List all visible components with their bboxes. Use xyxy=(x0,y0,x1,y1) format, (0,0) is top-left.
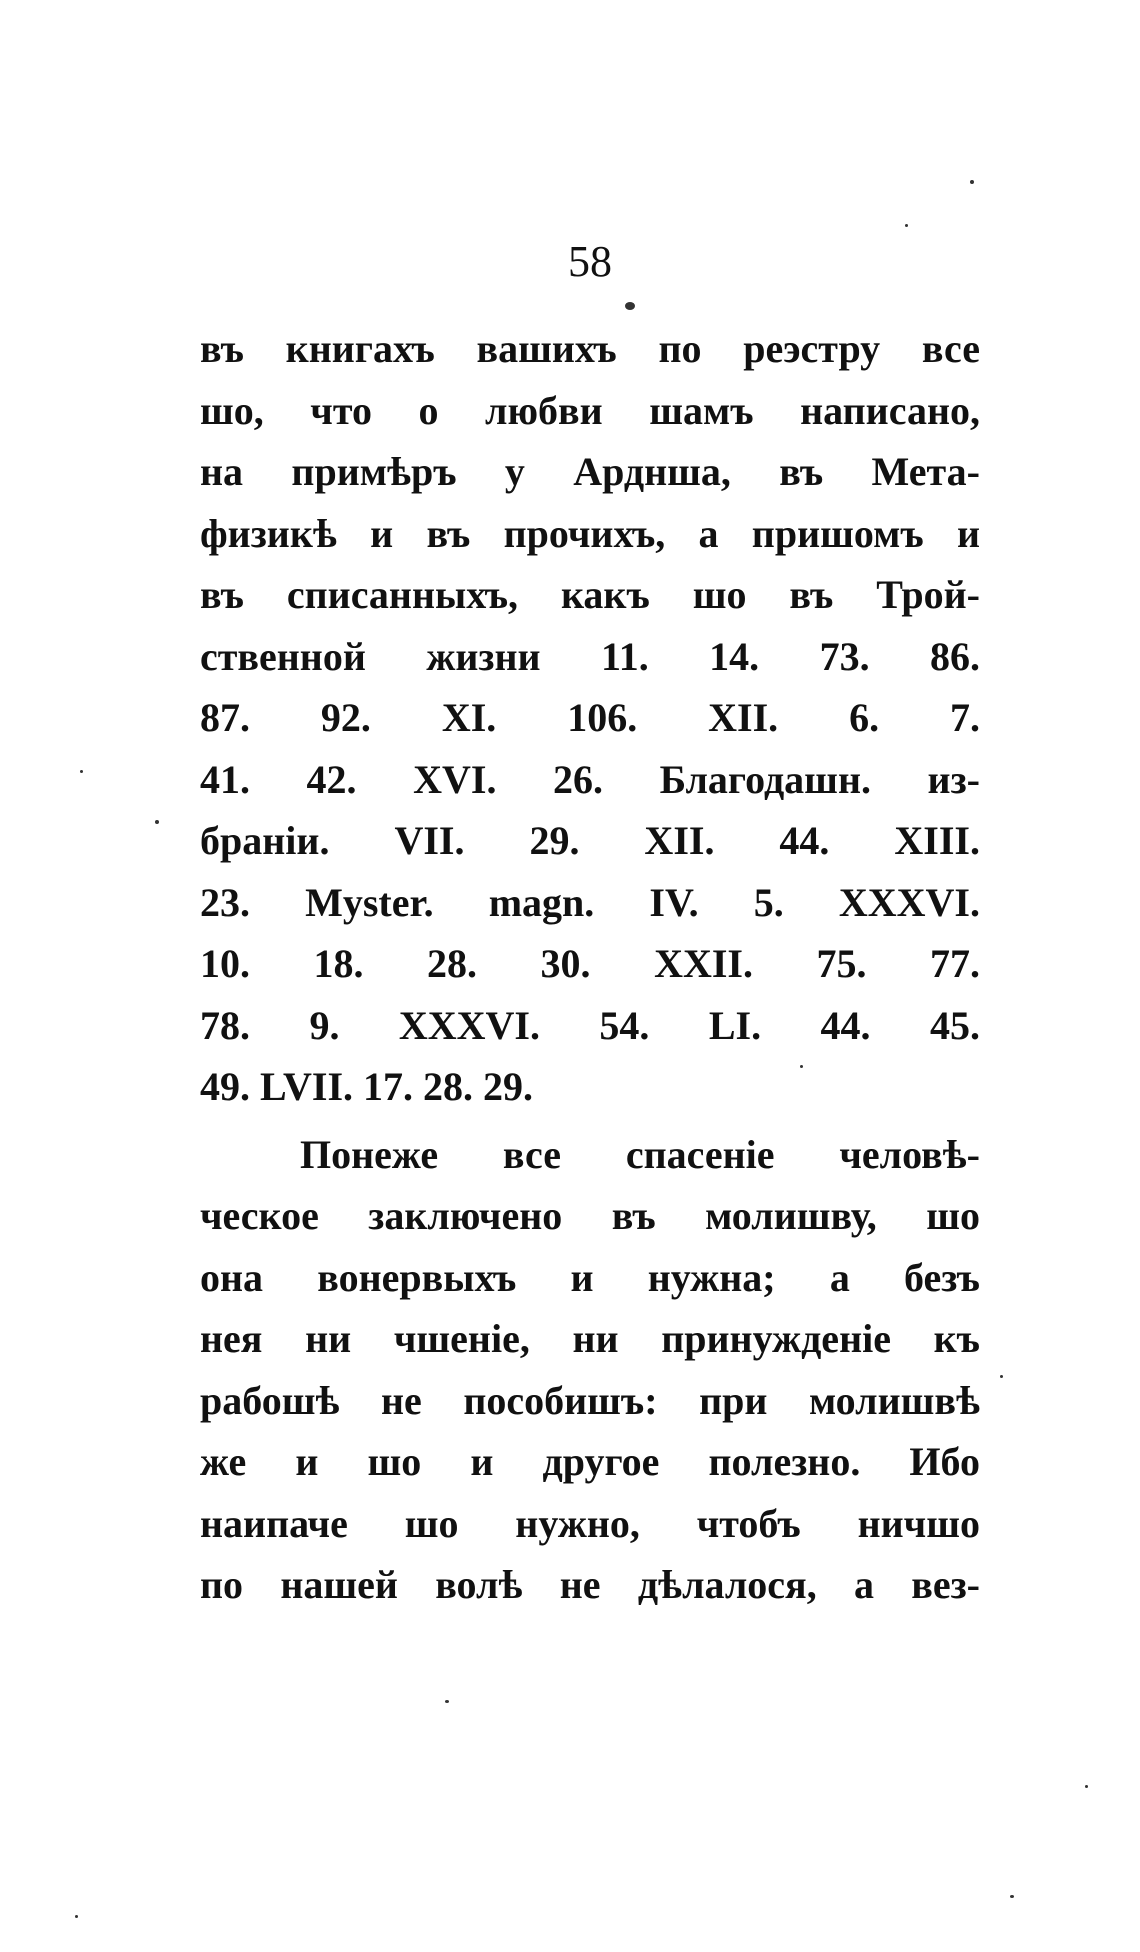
text-line: же и шо и другое полезно. Ибо xyxy=(200,1439,980,1484)
scan-speck xyxy=(80,770,83,773)
scan-speck xyxy=(800,1065,803,1068)
text-line: въ книгахъ вашихъ по реэстру все xyxy=(200,326,980,371)
text-line: шо, что о любви шамъ написано, xyxy=(200,387,980,433)
scan-speck xyxy=(445,1700,449,1703)
scan-speck xyxy=(75,1915,78,1918)
paragraph-1 xyxy=(200,318,980,1118)
text-line: въ списанныхъ, какъ шо въ Трой- xyxy=(200,572,980,617)
paragraph-2 xyxy=(200,1124,980,1616)
scan-speck xyxy=(625,302,635,310)
page-number: 58 xyxy=(568,237,612,286)
text-line: рабошѣ не пособишъ: при молишвѣ xyxy=(200,1377,980,1423)
text-line: ственной жизни 11. 14. 73. 86. xyxy=(200,633,980,679)
text-line: она вонервыхъ и нужна; а безъ xyxy=(200,1254,980,1300)
text-line: 78. 9. XXXVI. 54. LI. 44. 45. xyxy=(200,1002,980,1048)
scan-speck xyxy=(905,224,908,227)
text-line: Понеже все спасенiе человѣ- xyxy=(300,1131,980,1177)
text-line: 23. Myster. magn. IV. 5. XXXVI. xyxy=(200,879,980,925)
text-line: 41. 42. XVI. 26. Благодашн. из- xyxy=(200,756,980,802)
scan-speck xyxy=(155,820,159,824)
scan-speck xyxy=(1010,1895,1014,1898)
text-line: на примѣръ у Арднша, въ Мета- xyxy=(200,449,980,494)
scan-speck xyxy=(1000,1375,1003,1378)
text-line: нея ни чшенiе, ни принужденiе къ xyxy=(200,1316,980,1361)
text-line: физикѣ и въ прочихъ, а пришомъ и xyxy=(200,510,980,556)
text-line: по нашей волѣ не дѣлалося, а вез- xyxy=(200,1562,980,1607)
text-line: бранiи. VII. 29. XII. 44. XIII. xyxy=(200,818,980,863)
text-line: 10. 18. 28. 30. XXII. 75. 77. xyxy=(200,941,980,986)
text-line: ческое заключено въ молишву, шо xyxy=(200,1193,980,1238)
text-line: наипаче шо нужно, чтобъ ничшо xyxy=(200,1500,980,1546)
text-line: 49. LVII. 17. 28. 29. xyxy=(200,1064,534,1109)
scan-speck xyxy=(970,180,974,184)
body-text xyxy=(200,318,980,1616)
scan-speck xyxy=(1085,1785,1088,1788)
text-line: 87. 92. XI. 106. XII. 6. 7. xyxy=(200,695,980,740)
